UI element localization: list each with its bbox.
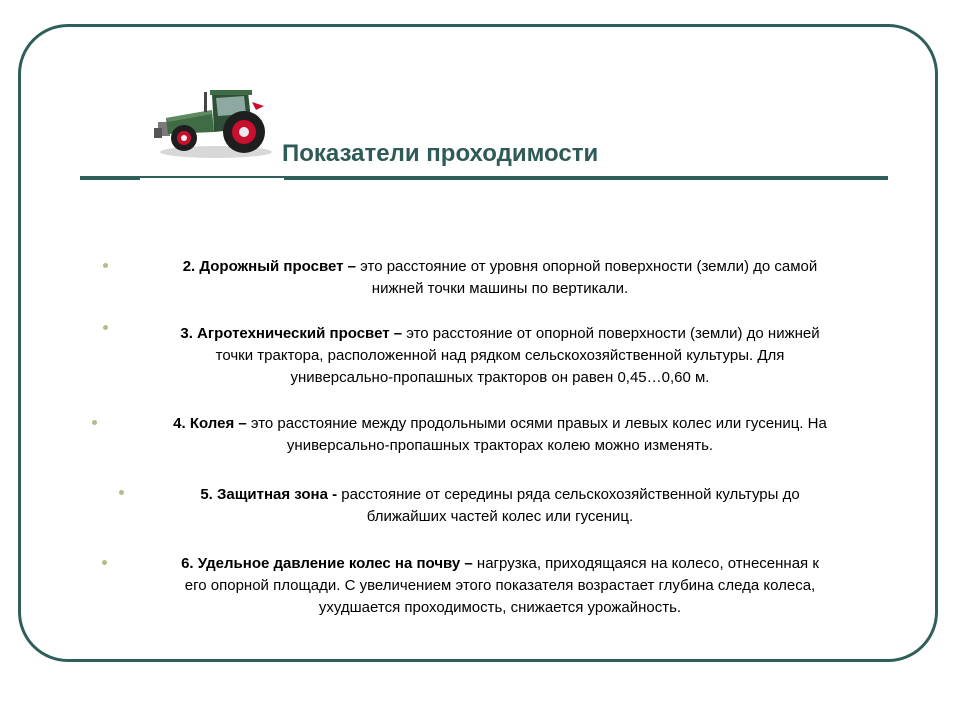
bullet-dot	[102, 560, 107, 565]
item-term: 4. Колея –	[173, 415, 247, 432]
bullet-dot	[103, 263, 108, 268]
item-text: его опорной площади. С увеличением этого показателя возрастает глубина следа колеса,	[184, 577, 816, 594]
item-term: 2. Дорожный просвет –	[182, 258, 356, 275]
item-text: ухудшается проходимость, снижается урожайность.	[318, 599, 682, 616]
item-text: точки трактора, расположенной над рядком сельскохозяйственной культуры. Для	[215, 347, 785, 364]
item-text: универсально-пропашных тракторах колею можно изменять.	[286, 437, 714, 454]
item-term: 5. Защитная зона -	[200, 486, 338, 503]
bullet-dot	[92, 420, 97, 425]
bullet-dot	[103, 325, 108, 330]
item-term: 6. Удельное давление колес на почву –	[181, 555, 473, 572]
page-title: Показатели проходимости	[282, 140, 599, 167]
list-item-specific-pressure	[110, 553, 890, 619]
item-text: расстояние от середины ряда сельскохозяйственной культуры до	[337, 486, 800, 503]
item-text: это расстояние от опорной поверхности (земли) до нижней	[402, 325, 820, 342]
item-text: нижней точки машины по вертикали.	[371, 280, 629, 297]
item-text: ближайших частей колес или гусениц.	[366, 508, 634, 525]
item-text: это расстояние от уровня опорной поверхности (земли) до самой	[356, 258, 818, 275]
list-item-protective-zone	[120, 484, 880, 528]
list-item-track-width	[100, 413, 900, 457]
item-term: 3. Агротехнический просвет –	[180, 325, 403, 342]
list-item-agrotechnical-clearance	[110, 323, 890, 389]
list-item-ground-clearance	[120, 256, 880, 300]
title-underline-gap	[140, 178, 284, 180]
item-text: универсально-пропашных тракторов он равен 0,45…0,60 м.	[290, 369, 710, 386]
item-text: это расстояние между продольными осями правых и левых колес или гусениц. На	[246, 415, 827, 432]
item-text: нагрузка, приходящаяся на колесо, отнесенная к	[472, 555, 819, 572]
tractor-icon	[152, 72, 276, 162]
